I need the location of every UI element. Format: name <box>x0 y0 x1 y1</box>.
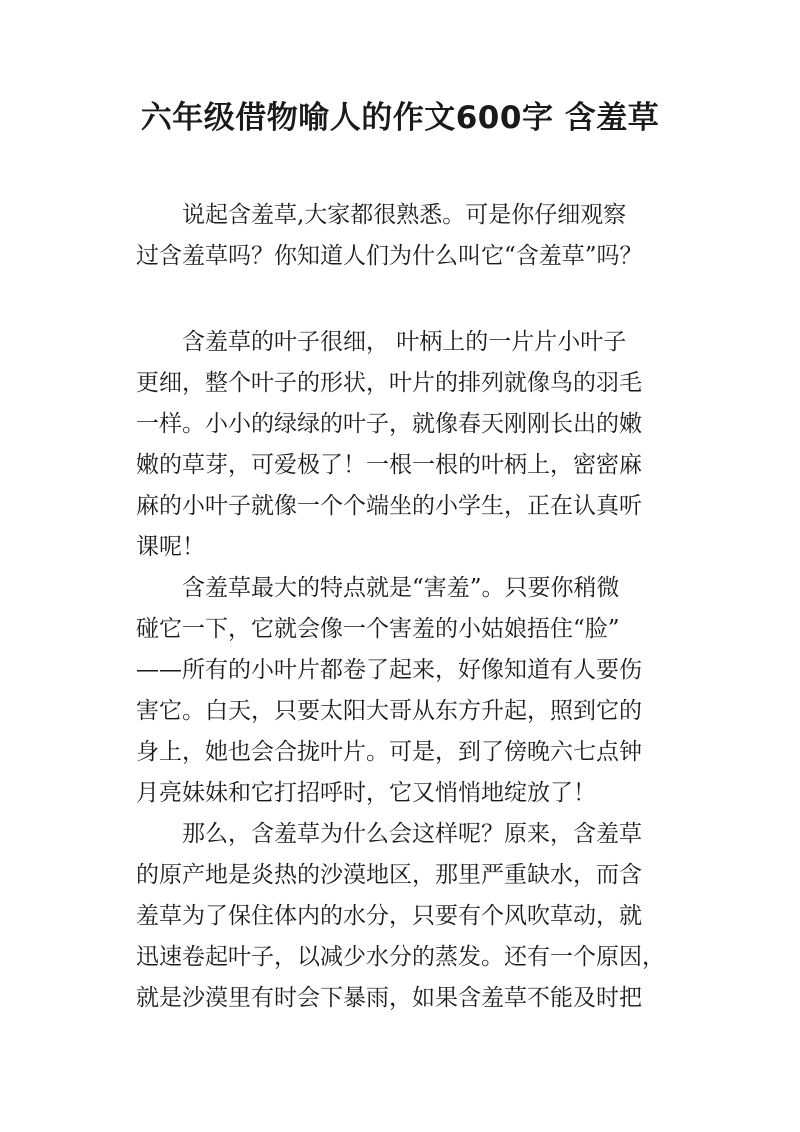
document-title: 六年级借物喻人的作文600字 含羞草 <box>140 100 660 136</box>
paragraph-2-line-5: 麻的小叶子就像一个个端坐的小学生，正在认真听 <box>136 493 642 519</box>
paragraph-2-line-4: 嫩的草芽，可爱极了！一根一根的叶柄上，密密麻 <box>136 452 642 478</box>
paragraph-3-line-6: 月亮妹妹和它打招呼时，它又悄悄地绽放了！ <box>136 780 596 806</box>
paragraph-2-line-2: 更细，整个叶子的形状，叶片的排列就像鸟的羽毛 <box>136 370 642 396</box>
paragraph-3-line-3: ——所有的小叶片都卷了起来，好像知道有人要伤 <box>136 657 642 683</box>
paragraph-4-line-2: 的原产地是炎热的沙漠地区，那里严重缺水，而含 <box>136 862 642 888</box>
paragraph-1-line-1: 说起含羞草,大家都很熟悉。可是你仔细观察 <box>182 202 627 228</box>
paragraph-4-line-4: 迅速卷起叶子，以减少水分的蒸发。还有一个原因， <box>136 944 665 970</box>
paragraph-3-line-4: 害它。白天，只要太阳大哥从东方升起，照到它的 <box>136 698 642 724</box>
paragraph-2-line-1: 含羞草的叶子很细， 叶柄上的一片片小叶子 <box>182 329 627 355</box>
paragraph-3-line-2: 碰它一下，它就会像一个害羞的小姑娘捂住“脸” <box>136 616 620 642</box>
paragraph-2-line-3: 一样。小小的绿绿的叶子，就像春天刚刚长出的嫩 <box>136 411 642 437</box>
paragraph-4-line-5: 就是沙漠里有时会下暴雨，如果含羞草不能及时把 <box>136 985 642 1011</box>
paragraph-1-line-2: 过含羞草吗？你知道人们为什么叫它“含羞草”吗？ <box>136 243 643 269</box>
paragraph-3-line-1: 含羞草最大的特点就是“害羞”。只要你稍微 <box>182 575 620 601</box>
paragraph-4-line-1: 那么，含羞草为什么会这样呢？原来，含羞草 <box>182 821 642 847</box>
paragraph-2-line-6: 课呢！ <box>136 534 205 560</box>
paragraph-4-line-3: 羞草为了保住体内的水分，只要有个风吹草动，就 <box>136 903 642 929</box>
paragraph-3-line-5: 身上，她也会合拢叶片。可是，到了傍晚六七点钟 <box>136 739 642 765</box>
